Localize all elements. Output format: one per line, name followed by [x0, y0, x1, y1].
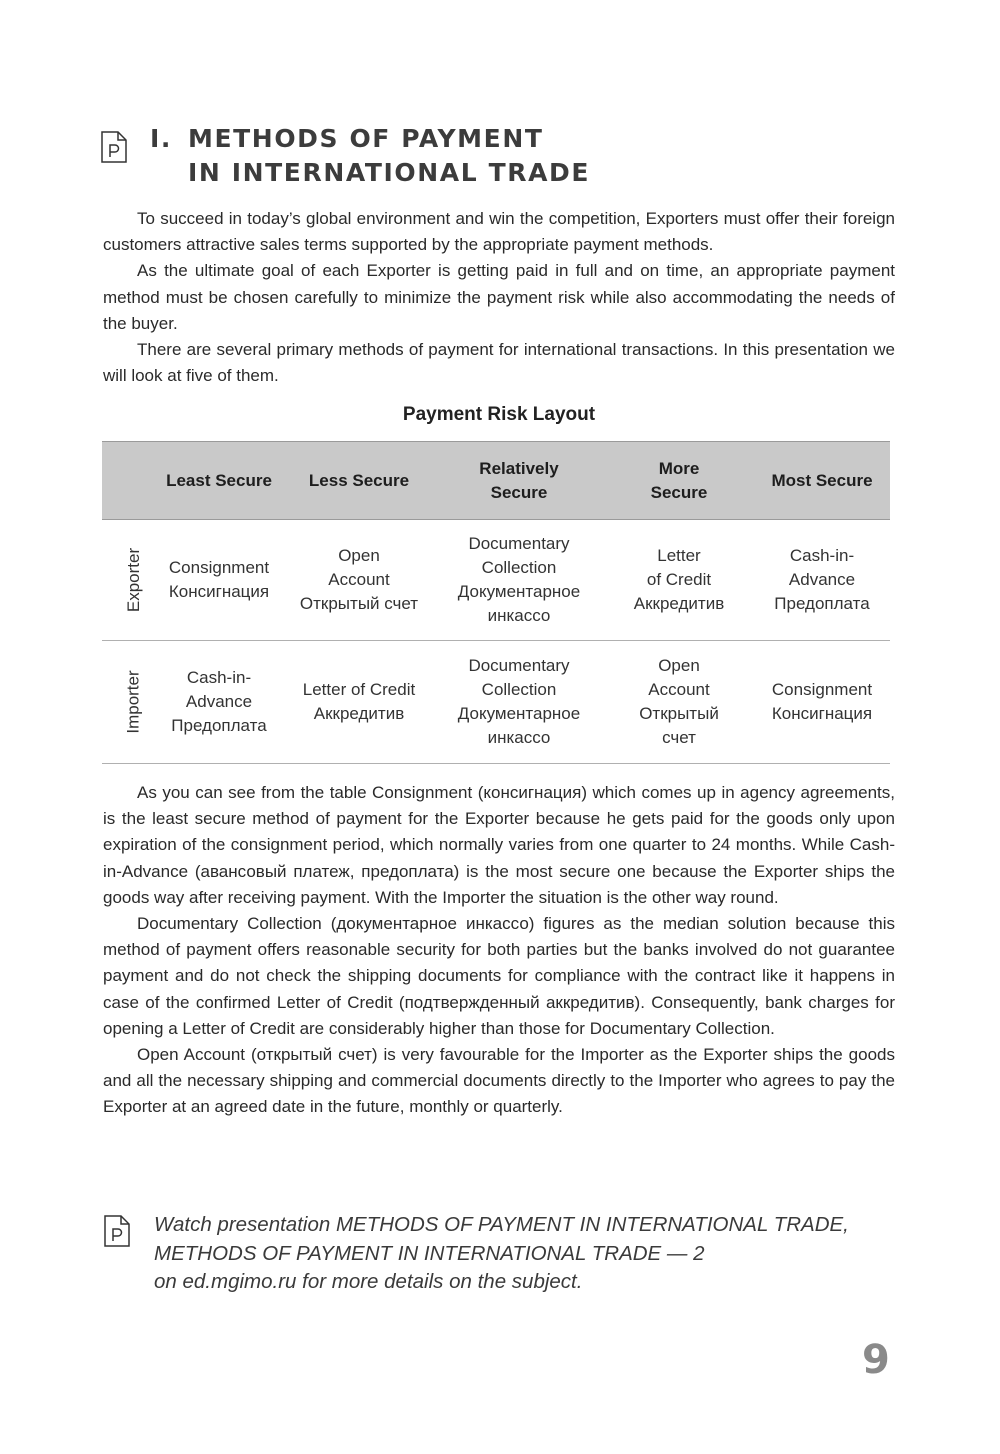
table-cell: Cash-in- Advance Предоплата — [154, 641, 284, 764]
table-title: Payment Risk Layout — [402, 404, 596, 425]
paragraph: Open Account (открытый счет) is very favourable for the Importer as the Exporter ships the goods and all the necessary shipping and commercial documents directly to the Importer who agrees to pay the Exporter at an agreed date in the future, monthly or quarterly. — [103, 1045, 895, 1117]
header-less-secure: Less Secure — [284, 442, 434, 520]
section-title-line1: METHODS OF PAYMENT — [188, 124, 544, 153]
row-label: Importer — [102, 641, 154, 764]
section-number: I. — [150, 124, 172, 153]
header-more-secure: More Secure — [604, 442, 754, 520]
paragraph: Documentary Collection (документарное инкассо) figures as the median solution because this method of payment offers reasonable security for both parties but the banks involved do not guarantee payment and do not check the shipping documents for compliance with the contract like it happens in case of the confirmed Letter of Credit (подтвержденный аккредитив). Consequently, bank charges for opening a Letter of Credit are considerably higher than those for Documentary Collection. — [103, 914, 895, 1038]
payment-risk-table — [102, 441, 890, 764]
table-cell: Documentary Collection Документарное инкассо — [434, 520, 604, 641]
note-line: METHODS OF PAYMENT IN INTERNATIONAL TRADE — 2 — [154, 1241, 705, 1265]
table-row-exporter — [102, 520, 890, 641]
header-corner — [102, 442, 154, 520]
intro-text — [103, 206, 895, 389]
document-p-icon — [103, 1214, 131, 1248]
header-most-secure: Most Secure — [754, 442, 890, 520]
table-cell: Letter of Credit Аккредитив — [604, 520, 754, 641]
row-label: Exporter — [102, 520, 154, 641]
presentation-note — [154, 1211, 914, 1297]
header-relatively-secure: Relatively Secure — [434, 442, 604, 520]
body-text — [103, 780, 895, 1121]
section-heading — [150, 122, 590, 190]
table-row-importer — [102, 641, 890, 764]
table-header-row — [102, 442, 890, 520]
table-cell: Letter of Credit Аккредитив — [284, 641, 434, 764]
table-cell: Consignment Консигнация — [754, 641, 890, 764]
note-line: Watch presentation METHODS OF PAYMENT IN INTERNATIONAL TRADE, — [154, 1213, 849, 1236]
section-title-line2: IN INTERNATIONAL TRADE — [188, 158, 591, 187]
table-cell: Documentary Collection Документарное инкассо — [434, 641, 604, 764]
document-p-icon — [100, 130, 128, 164]
header-least-secure: Least Secure — [154, 442, 284, 520]
table-cell: Cash-in- Advance Предоплата — [754, 520, 890, 641]
paragraph: There are several primary methods of payment for international transactions. In this presentation we will look at five of them. — [103, 340, 895, 386]
note-line: on ed.mgimo.ru for more details on the subject. — [154, 1270, 583, 1293]
paragraph: As the ultimate goal of each Exporter is getting paid in full and on time, an appropriate payment method must be chosen carefully to minimize the payment risk while also accommodating the needs of the buyer. — [103, 261, 895, 333]
table-cell: Open Account Открытый счет — [284, 520, 434, 641]
page-number: 9 — [862, 1337, 890, 1383]
table-cell: Consignment Консигнация — [154, 520, 284, 641]
paragraph: As you can see from the table Consignment (консигнация) which comes up in agency agreements, is the least secure method of payment for the Exporter because he gets paid for the goods only upon expiration of the consignment period, which normally varies from one quarter to 24 months. While Cash-in-Advance (авансовый платеж, предоплата) is the most secure one because the Exporter ships the goods way after receiving payment. With the Importer the situation is the other way round. — [103, 783, 895, 907]
table-cell: Open Account Открытый счет — [604, 641, 754, 764]
paragraph: To succeed in today’s global environment and win the competition, Exporters must offer their foreign customers attractive sales terms supported by the appropriate payment methods. — [103, 209, 895, 255]
